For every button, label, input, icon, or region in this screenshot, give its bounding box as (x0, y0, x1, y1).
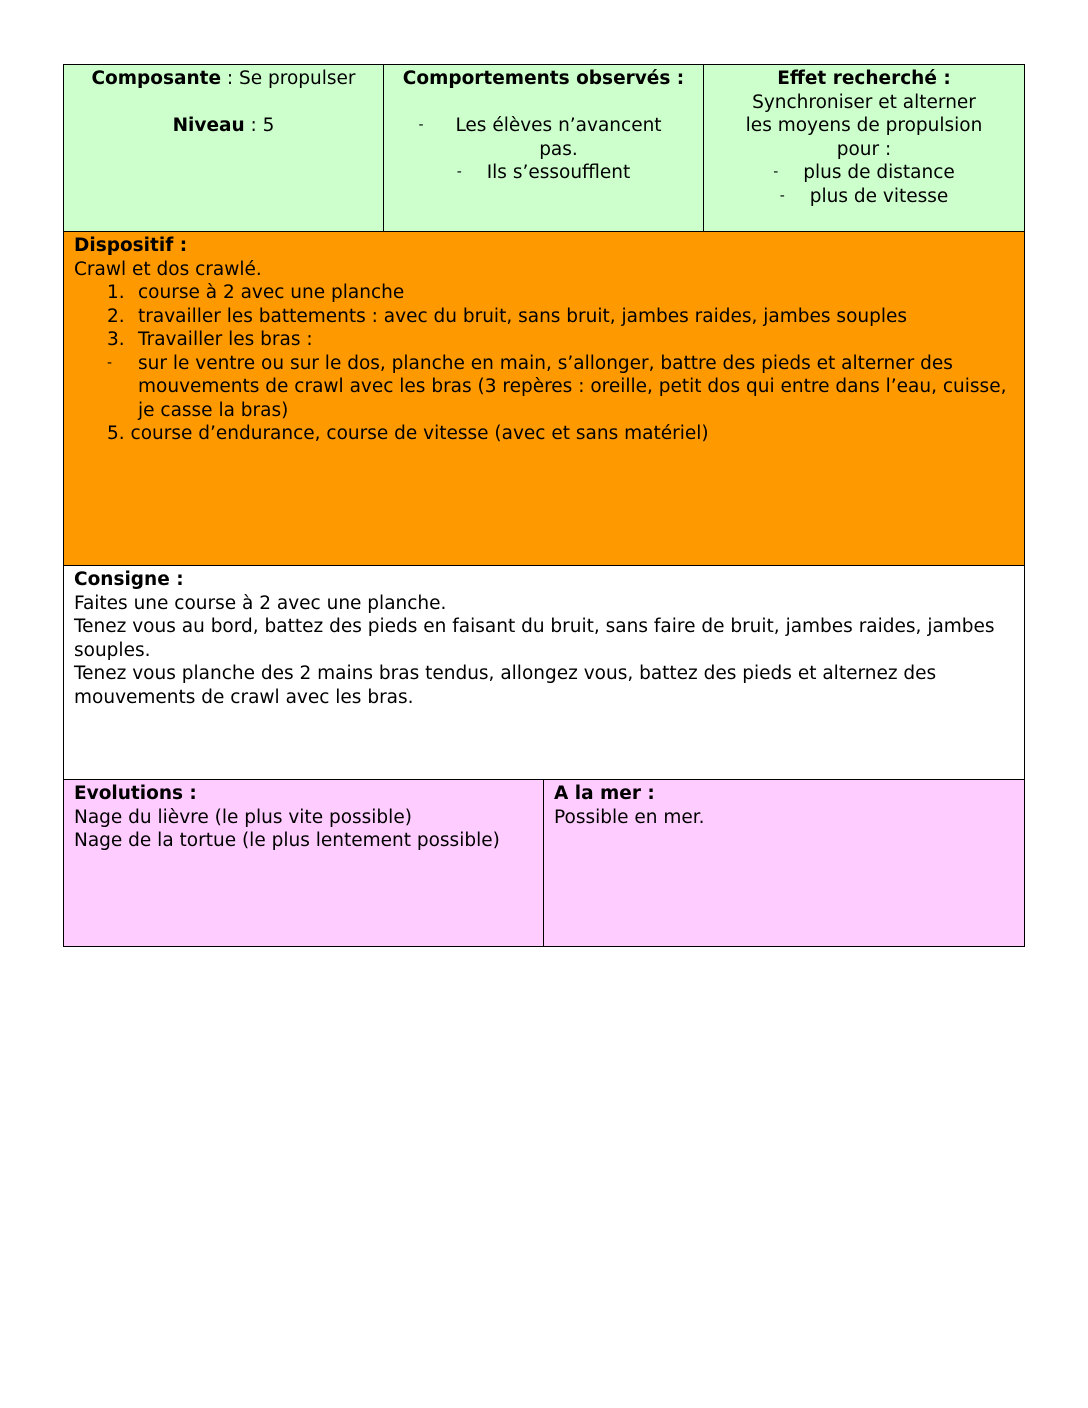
composante-label: Composante (91, 68, 222, 89)
composante-cell (64, 65, 384, 231)
consigne-row (63, 565, 1025, 779)
mer-title: A la mer : (554, 783, 655, 804)
composante-value: : Se propulser (221, 68, 356, 89)
comportements-cell (384, 65, 704, 231)
consigne-cell (64, 566, 1024, 779)
bottom-row (63, 779, 1025, 947)
dispositif-item: - sur le ventre ou sur le dos, planche en main, s’allonger, battre des pieds et alterner des mouvements de crawl avec les bras (3 repères : oreille, petit dos qui entre dans l’eau, cuisse, je casse la bras) (107, 352, 1007, 421)
niveau-label: Niveau (172, 115, 245, 136)
mer-text: Possible en mer. (554, 806, 705, 828)
dispositif-intro: Crawl et dos crawlé. (74, 258, 262, 280)
evolution-line: Nage du lièvre (le plus vite possible) (74, 806, 412, 828)
consigne-line: Tenez vous planche des 2 mains bras tendus, allongez vous, battez des pieds et alternez des mouvements de crawl avec les bras. (74, 663, 937, 708)
comportements-title: Comportements observés : (402, 68, 685, 89)
dispositif-item-5: 5. course d’endurance, course de vitesse (avec et sans matériel) (107, 423, 709, 444)
effet-item: - plus de vitesse (779, 185, 949, 207)
dispositif-item: 1. course à 2 avec une planche (107, 282, 405, 303)
dispositif-cell (64, 232, 1024, 565)
evolution-line: Nage de la tortue (le plus lentement possible) (74, 830, 500, 851)
header-row (63, 64, 1025, 231)
evolutions-title: Evolutions : (74, 783, 197, 804)
consigne-title: Consigne : (74, 569, 184, 590)
dispositif-list (74, 281, 1014, 422)
activity-sheet (63, 64, 1025, 947)
consigne-line: Faites une course à 2 avec une planche. (74, 592, 447, 614)
comportement-item: - Les élèves n’avancent pas. (418, 115, 662, 160)
dispositif-item: 3. Travailler les bras : (107, 329, 313, 350)
effet-title: Effet recherché : (777, 68, 951, 89)
niveau-value: : 5 (244, 115, 275, 136)
mer-cell (544, 780, 1024, 946)
dispositif-row (63, 231, 1025, 565)
consigne-line: Tenez vous au bord, battez des pieds en faisant du bruit, sans faire de bruit, jambes raides, jambes souples. (74, 616, 995, 661)
comportement-item: - Ils s’essoufflent (456, 162, 631, 183)
effet-item: - plus de distance (773, 162, 955, 183)
evolutions-cell (64, 780, 544, 946)
effet-cell (704, 65, 1024, 231)
dispositif-item: 2. travailler les battements : avec du bruit, sans bruit, jambes raides, jambes souples (107, 305, 908, 327)
effet-text: Synchroniser et alterner les moyens de propulsion pour : (745, 91, 983, 160)
dispositif-title: Dispositif : (74, 235, 188, 256)
